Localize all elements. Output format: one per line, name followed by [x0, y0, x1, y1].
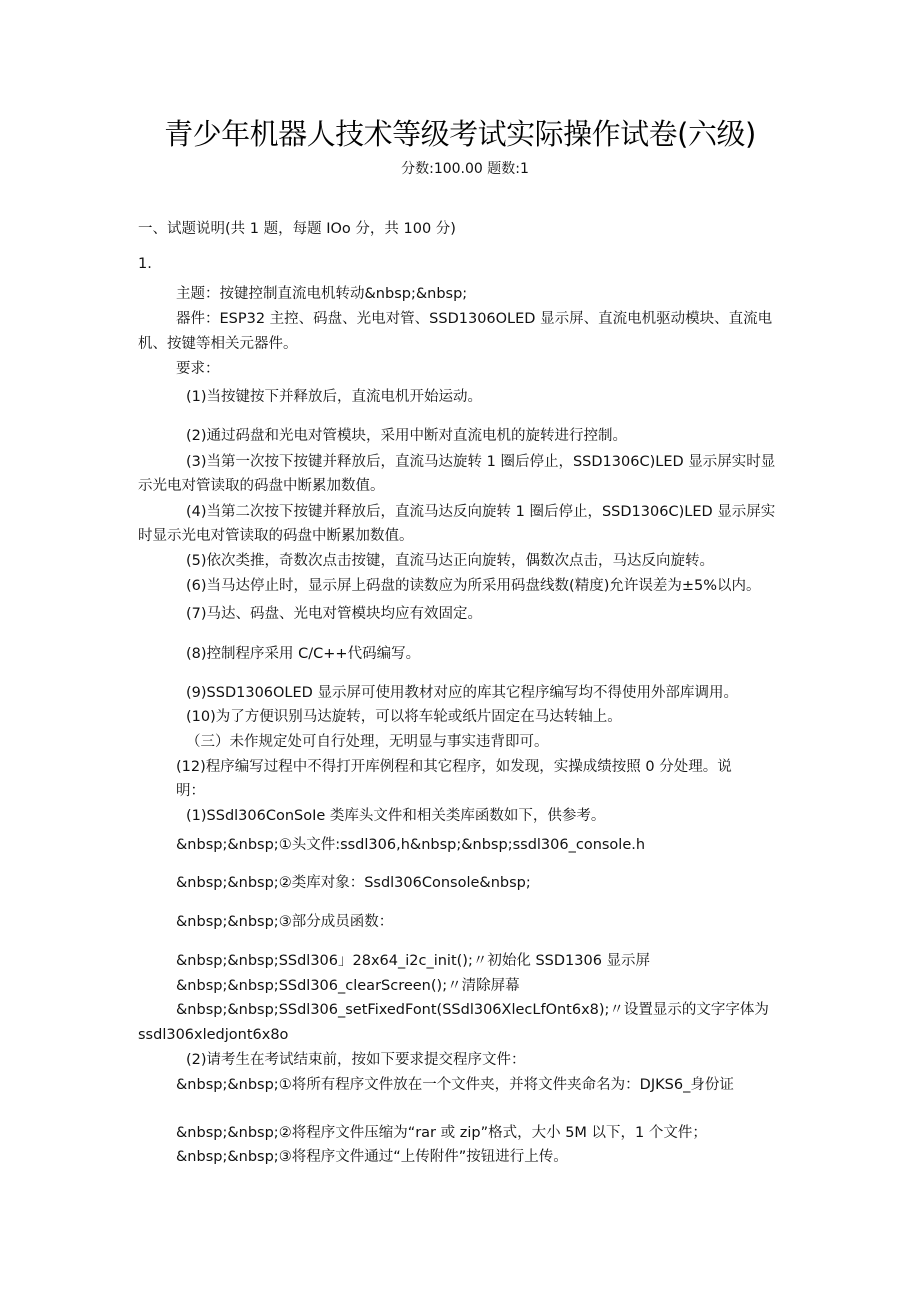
body-line: (7)马达、码盘、光电对管模块均应有效固定。 — [186, 606, 483, 622]
body-line: 时显示光电对管读取的码盘中断累加数值。 — [138, 528, 414, 544]
body-line: (2)请考生在考试结束前，按如下要求提交程序文件： — [186, 1052, 526, 1068]
body-line: &nbsp;&nbsp;②类库对象：Ssdl306Console&nbsp; — [176, 875, 531, 891]
body-line: 示光电对管读取的码盘中断累加数值。 — [138, 478, 385, 494]
body-line: (12)程序编写过程中不得打开库例程和其它程序，如发现，实操成绩按照 0 分处理。说 — [176, 759, 732, 775]
body-line: &nbsp;&nbsp;SSdl306」28x64_i2c_init();〃初始化 SSD1306 显示屏 — [176, 953, 651, 969]
body-line: 机、按键等相关元器件。 — [138, 336, 298, 352]
body-line: (5)依次类推，奇数次点击按键，直流马达正向旋转，偶数次点击，马达反向旋转。 — [186, 553, 715, 569]
exam-title: 青少年机器人技术等级考试实际操作试卷(六级) — [164, 117, 756, 151]
body-line: (10)为了方便识别马达旋转，可以将车轮或纸片固定在马达转轴上。 — [186, 709, 622, 725]
body-line: &nbsp;&nbsp;SSdl306_clearScreen();〃清除屏幕 — [176, 978, 520, 994]
body-line: (8)控制程序采用 C/C++代码编写。 — [186, 646, 421, 662]
body-line: 器件：ESP32 主控、码盘、光电对管、SSD1306OLED 显示屏、直流电机驱动模块、直流电 — [176, 311, 773, 327]
question-number: 1. — [138, 256, 152, 272]
body-line: &nbsp;&nbsp;③将程序文件通过“上传附件”按钮进行上传。 — [176, 1149, 568, 1165]
body-line: &nbsp;&nbsp;SSdl306_setFixedFont(SSdl306XlecLfOnt6x8);〃设置显示的文字字体为 — [176, 1002, 769, 1018]
body-line: (1)SSdl306ConSoIe 类库头文件和相关类库函数如下，供参考。 — [186, 808, 606, 824]
score-line: 分数:100.00 题数:1 — [401, 161, 529, 177]
section-heading: 一、试题说明(共 1 题，每题 IOo 分，共 100 分) — [138, 221, 456, 237]
body-line: &nbsp;&nbsp;②将程序文件压缩为“rar 或 zip”格式，大小 5M 以下，1 个文件； — [176, 1125, 707, 1141]
body-line: ssdl306xledjont6x8o — [138, 1027, 289, 1043]
body-line: &nbsp;&nbsp;③部分成员函数： — [176, 914, 394, 930]
body-line: （三）未作规定处可自行处理，无明显与事实违背即可。 — [186, 734, 549, 750]
body-line: 主题：按键控制直流电机转动&nbsp;&nbsp; — [176, 286, 468, 302]
body-line: (2)通过码盘和光电对管模块，采用中断对直流电机的旋转进行控制。 — [186, 428, 628, 444]
body-line: 要求： — [176, 361, 220, 377]
body-line: &nbsp;&nbsp;①头文件:ssdl306,h&nbsp;&nbsp;ssdl306_console.h — [176, 837, 646, 853]
body-line: &nbsp;&nbsp;①将所有程序文件放在一个文件夹，并将文件夹命名为：DJKS6_身份证 — [176, 1077, 734, 1093]
body-line: (9)SSD1306OLED 显示屏可使用教材对应的库其它程序编写均不得使用外部库调用。 — [186, 685, 738, 701]
body-line: (3)当第一次按下按键并释放后，直流马达旋转 1 圈后停止，SSD1306C)LED 显示屏实时显 — [186, 454, 776, 470]
body-line: (4)当第二次按下按键并释放后，直流马达反向旋转 1 圈后停止，SSD1306C)LED 显示屏实 — [186, 504, 776, 520]
body-line: (1)当按键按下并释放后，直流电机开始运动。 — [186, 389, 483, 405]
body-line: 明： — [176, 783, 205, 799]
body-line: (6)当马达停止时，显示屏上码盘的读数应为所采用码盘线数(精度)允许误差为±5%以内。 — [186, 578, 761, 594]
